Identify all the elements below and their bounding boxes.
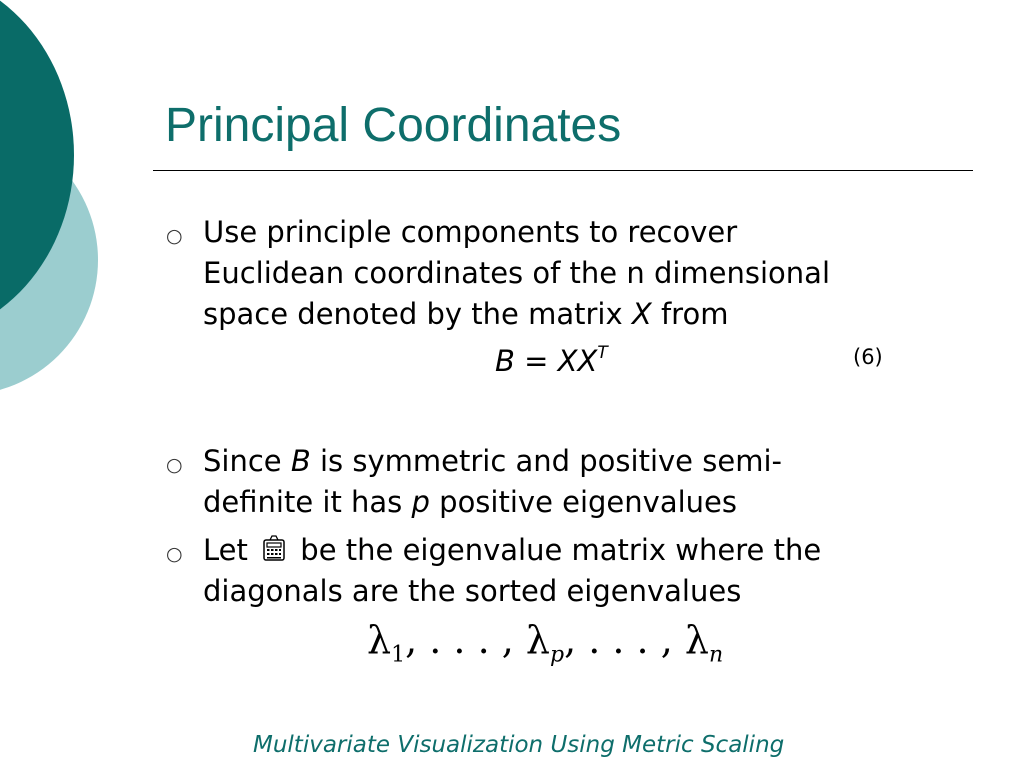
bullet-3 [203, 530, 983, 612]
bullet-3-line-2: diagonals are the sorted eigenvalues [203, 574, 742, 608]
bullet-1-line-3: space denoted by the matrix X from [203, 297, 729, 331]
matrix-x-var: X [631, 297, 652, 331]
bullet-marker: ○ [166, 543, 183, 565]
bullet-1 [203, 212, 983, 335]
equation: $B = XX^T$ [495, 343, 608, 378]
bullet-2 [203, 441, 983, 523]
equation-number: (6) [853, 345, 883, 369]
title-underline [153, 170, 973, 171]
bullet-1-line-2: Euclidean coordinates of the n dimensional [203, 256, 831, 290]
bullet-marker: ○ [166, 225, 183, 247]
bullet-2-line-1: Since B is symmetric and positive semi- [203, 444, 782, 478]
slide-title: Principal Coordinates [165, 99, 622, 152]
bullet-1-line-1: Use principle components to recover [203, 215, 738, 249]
keypad-glyph-icon [261, 534, 287, 564]
bullet-3-line-1: Let be the eigenvalue matrix where the [203, 533, 822, 567]
bullet-2-line-2: definite it has p positive eigenvalues [203, 485, 737, 519]
bullet-marker: ○ [166, 454, 183, 476]
slide-footer: Multivariate Visualization Using Metric Scaling [253, 732, 785, 758]
eigenvalue-sequence: $\lambda_1$, . . . , $\lambda_p$, . . . , $\lambda_n$ [367, 618, 724, 668]
